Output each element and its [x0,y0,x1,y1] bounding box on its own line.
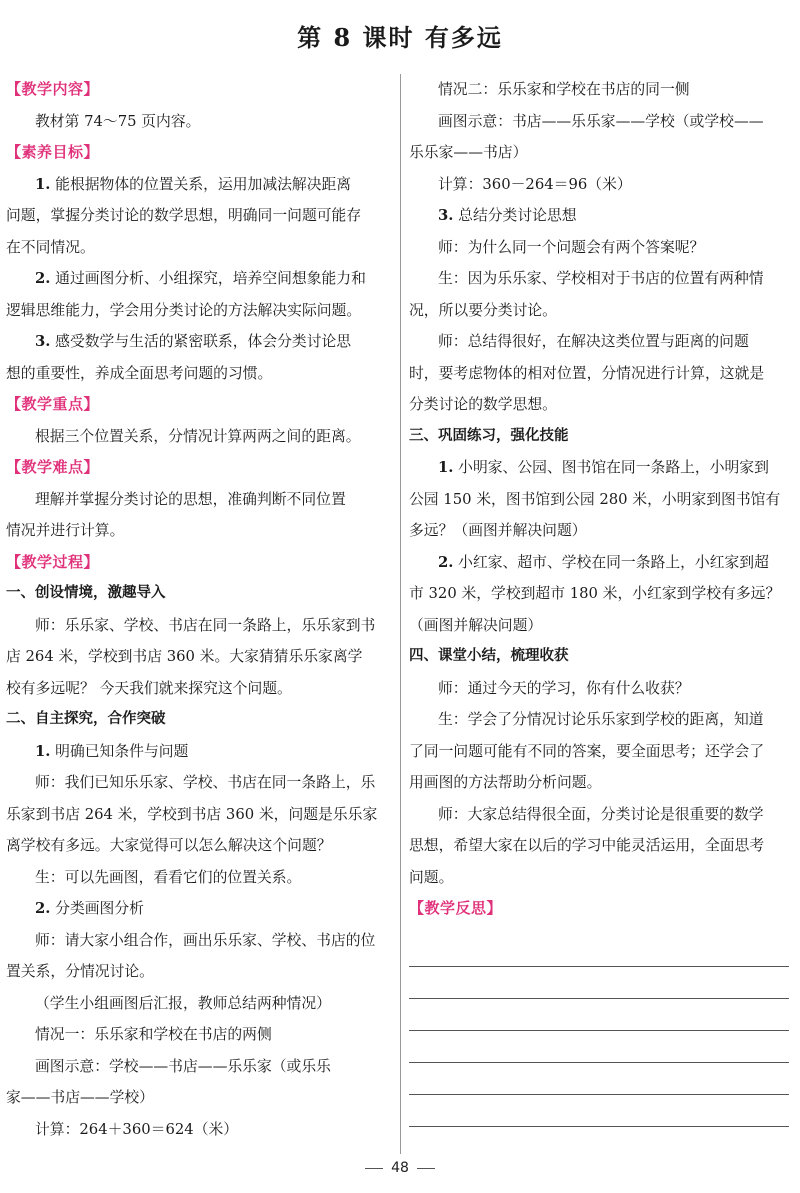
exercise-1-line: 公园 150 米，图书馆到公园 280 米，小明家到图书馆有 [409,490,781,508]
reflection-blank-line[interactable] [409,1095,789,1127]
exercise-2-line [409,547,789,579]
paragraph-line: 况，所以要分类讨论。 [409,301,557,319]
paragraph-line: 了同一问题可能有不同的答案，要全面思考；还学会了 [409,742,765,760]
exercise-number: 1. [438,459,454,476]
paragraph-line: 画图示意：书店——乐乐家——学校（或学校—— [438,112,764,130]
paragraph-line: 家——书店——学校） [6,1089,154,1106]
paragraph-line: 乐家到书店 264 米，学校到书店 360 米，问题是乐乐家 [6,805,378,823]
exercise-number: 2. [438,553,454,571]
paragraph-line: 校有多远呢？ 今天我们就来探究这个问题。 [6,679,292,697]
difficulty-text: 情况并进行计算。 [6,522,125,539]
section-2-title: 二、自主探究，合作突破 [6,711,166,727]
subsection-number: 3. [438,207,454,224]
subsection-number: 1. [35,742,51,760]
reflection-blank-line[interactable] [409,1063,789,1095]
subsection-title [409,200,789,232]
paragraph-line: 师：通过今天的学习，你有什么收获？ [438,679,690,697]
paragraph-line: 师：总结得很好，在解决这类位置与距离的问题 [438,333,749,350]
heading-teaching-content: 【教学内容】 [6,80,100,98]
goal-1-line: 问题，掌握分类讨论的数学思想，明确同一问题可能存 [6,207,362,224]
heading-reflection: 【教学反思】 [409,899,503,917]
paragraph-line: 情况一：乐乐家和学校在书店的两侧 [35,1026,272,1043]
reflection-blank-line[interactable] [409,935,789,967]
section-3-title: 三、巩固练习，强化技能 [409,427,569,444]
paragraph-line: 生：学会了分情况讨论乐乐家到学校的距离，知道 [438,711,764,728]
paragraph-line: 店 264 米，学校到书店 360 米。大家猜猜乐乐家离学 [6,648,363,665]
paragraph-line: 师：请大家小组合作，画出乐乐家、学校、书店的位 [35,931,376,949]
paragraph-line: 离学校有多远。大家觉得可以怎么解决这个问题？ [6,837,332,854]
paragraph-line: 画图示意：学校——书店——乐乐家（或乐乐 [35,1057,331,1075]
right-column [409,74,789,1127]
paragraph-line: 师：我们已知乐乐家、学校、书店在同一条路上，乐 [35,774,376,791]
paragraph-line: 师：大家总结得很全面，分类讨论是很重要的数学 [438,805,764,823]
reflection-blank-line[interactable] [409,999,789,1031]
exercise-1-line: 多远？（画图并解决问题） [409,522,587,539]
reflection-writing-area[interactable] [409,935,789,1127]
goal-2-line [6,263,392,295]
exercise-text: 小明家、公园、图书馆在同一条路上，小明家到 [453,459,769,476]
key-points-text: 根据三个位置关系，分情况计算两两之间的距离。 [35,427,361,445]
exercise-text: 小红家、超市、学校在同一条路上，小红家到超 [453,553,769,571]
goal-3-line [6,326,392,358]
paragraph-line: 分类讨论的数学思想。 [409,396,557,413]
subsection-title [6,736,392,768]
goal-number: 3. [35,333,51,350]
section-4-title: 四、课堂小结，梳理收获 [409,648,569,664]
footer-dash [365,1168,383,1169]
paragraph-line: 师：乐乐家、学校、书店在同一条路上，乐乐家到书 [35,616,376,634]
section-1-title: 一、创设情境，激趣导入 [6,585,166,601]
goal-3-line: 想的重要性，养成全面思考问题的习惯。 [6,364,273,382]
reflection-blank-line[interactable] [409,1031,789,1063]
goal-1-line [6,169,392,201]
paragraph-line: 用画图的方法帮助分析问题。 [409,774,602,791]
subsection-text: 总结分类讨论思想 [453,207,577,224]
paragraph-line: 计算：360－264＝96（米） [438,175,632,193]
heading-goals: 【素养目标】 [6,143,100,161]
column-divider [400,74,401,1154]
goal-2-line: 逻辑思维能力，学会用分类讨论的方法解决实际问题。 [6,301,362,319]
page-number: 48 [391,1160,409,1176]
paragraph-line: 置关系，分情况讨论。 [6,963,154,980]
subsection-title [6,893,392,925]
subsection-text: 明确已知条件与问题 [50,742,189,760]
heading-process: 【教学过程】 [6,552,100,571]
goal-text: 能根据物体的位置关系，运用加减法解决距离 [50,175,352,193]
paragraph-line: 时，要考虑物体的相对位置，分情况进行计算，这就是 [409,364,765,382]
content-text: 教材第 74～75 页内容。 [35,112,201,130]
subsection-text: 分类画图分析 [50,900,144,917]
exercise-2-line: 市 320 米，学校到超市 180 米，小红家到学校有多远？ [409,585,781,602]
exercise-2-line: （画图并解决问题） [409,616,543,634]
left-column [6,74,392,1145]
page-footer [0,1160,800,1176]
goal-1-line: 在不同情况。 [6,238,95,256]
reflection-blank-line[interactable] [409,967,789,999]
paragraph-line: 生：可以先画图，看看它们的位置关系。 [35,868,302,886]
paragraph-line: 计算：264＋360＝624（米） [35,1120,239,1138]
goal-text: 通过画图分析、小组探究，培养空间想象能力和 [50,270,366,287]
page-title: 第 8 课时 有多远 [297,23,503,52]
footer-dash [417,1168,435,1169]
goal-text: 感受数学与生活的紧密联系，体会分类讨论思 [50,333,352,350]
paragraph-line: 问题。 [409,868,454,886]
goal-number: 2. [35,270,51,287]
paragraph-line: 乐乐家——书店） [409,144,528,161]
paragraph-line: 情况二：乐乐家和学校在书店的同一侧 [438,81,690,98]
heading-difficulty: 【教学难点】 [6,458,100,476]
difficulty-text: 理解并掌握分类讨论的思想，准确判断不同位置 [35,490,346,508]
heading-key-points: 【教学重点】 [6,395,100,413]
paragraph-line: 师：为什么同一个问题会有两个答案呢？ [438,238,705,256]
goal-number: 1. [35,175,51,193]
paragraph-line: 思想，希望大家在以后的学习中能灵活运用，全面思考 [409,837,765,854]
paragraph-line: （学生小组画图后汇报，教师总结两种情况） [35,994,331,1012]
paragraph-line: 生：因为乐乐家、学校相对于书店的位置有两种情 [438,270,764,287]
exercise-1-line [409,452,789,484]
subsection-number: 2. [35,900,51,917]
